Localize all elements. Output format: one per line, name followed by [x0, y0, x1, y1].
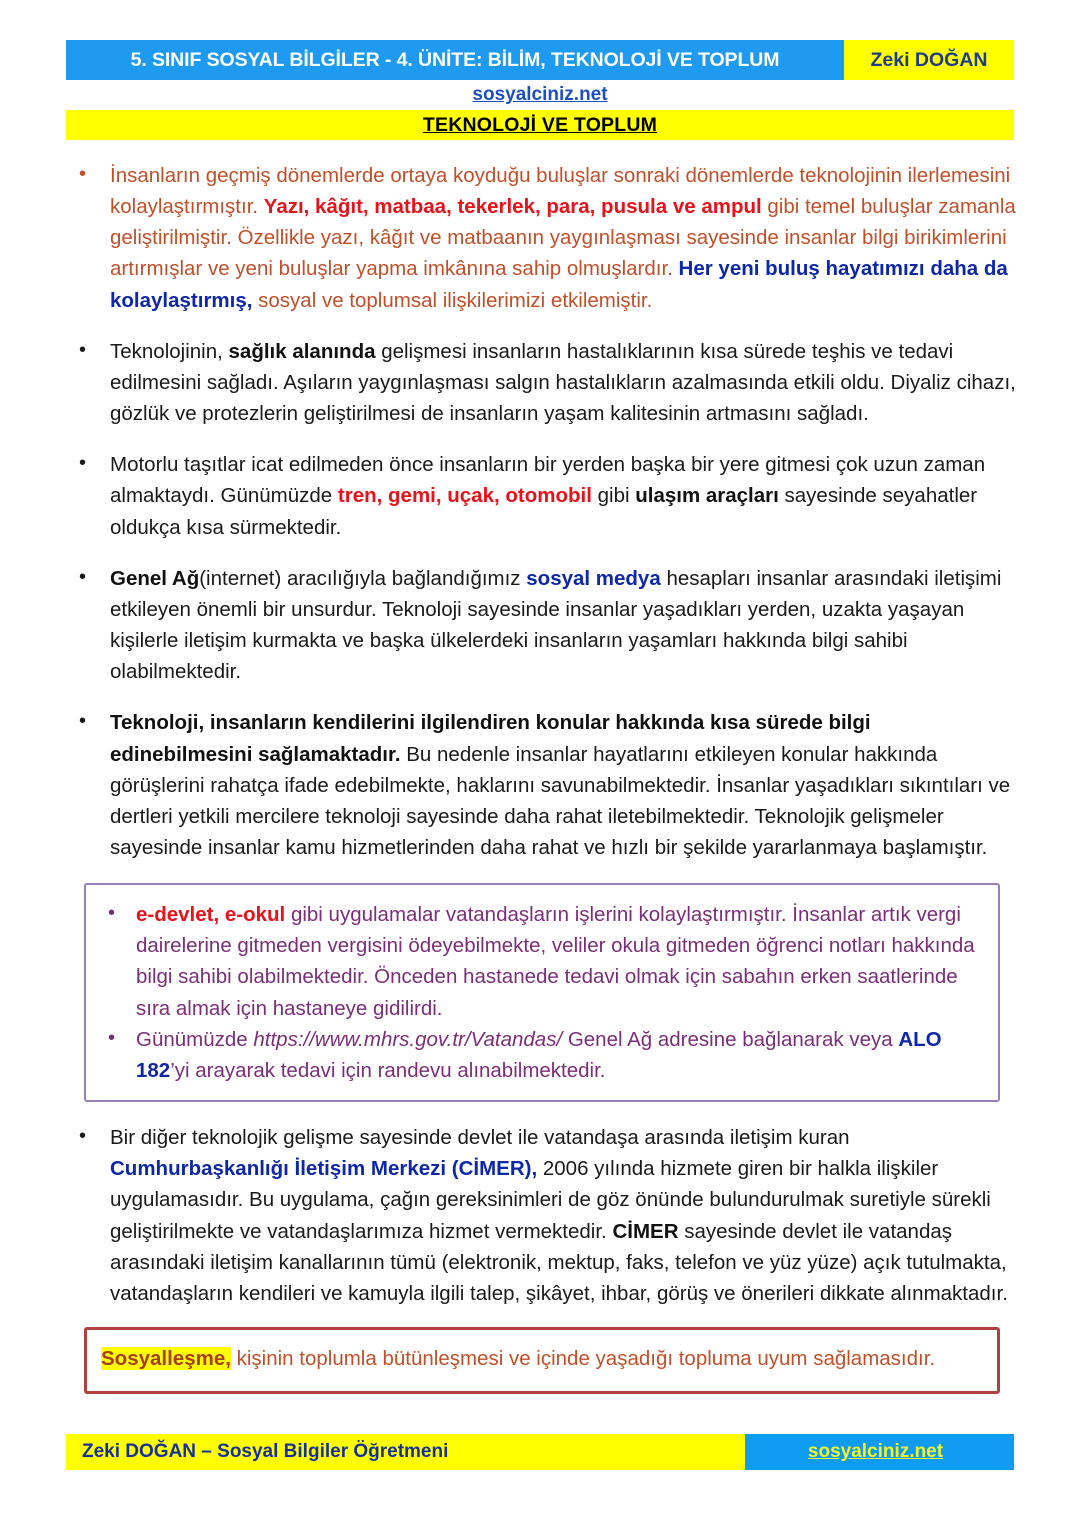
footer-author: Zeki DOĞAN – Sosyal Bilgiler Öğretmeni [66, 1434, 745, 1470]
emphasis-run: sağlık alanında [228, 339, 376, 363]
site-link-top[interactable]: sosyalciniz.net [472, 84, 608, 105]
text-run: Teknolojinin, [110, 339, 229, 363]
text-run: İnsanların geçmiş dönemlerde ortaya koyduğu buluşlar sonraki dönemlerde teknolojinin ilerlemesini kolaylaştırmıştır. [110, 164, 1011, 219]
emphasis-run: ALO 182 [136, 1027, 942, 1082]
emphasis-run: ulaşım araçları [635, 484, 779, 508]
sosyallesme-definition-box [84, 1327, 1000, 1394]
text-run: gibi uygulamalar vatandaşların işlerini kolaylaştırmıştır. İnsanlar artık vergi dairelerine gitmeden vergisini ödeyebilmekte, veliler okula gitmeden öğrenci notları hakkında bilgi sahibi olabilmektedir. Önceden hastanede tedavi olmak için sabahın erken saatlerinde sıra almak için hastaneye gidilirdi. [136, 903, 975, 1020]
page-title: TEKNOLOJİ VE TOPLUM [422, 113, 658, 136]
emphasis-run: Her yeni buluş hayatımızı daha da kolaylaştırmış, [110, 257, 1008, 312]
emphasis-run: Genel Ağ [110, 566, 200, 590]
text-run: hesapları insanlar arasındaki iletişimi etkileyen önemli bir unsurdur. Teknoloji sayesinde insanlar yaşadıkları yerden, uzakta yaşayan kişilerle iletişim kurmakta ve başka ülkelerdeki insanların yaşamları hakkında bilgi sahibi olabilmektedir. [110, 566, 1002, 684]
page-header [66, 40, 1014, 80]
text-run: sayesinde seyahatler oldukça kısa sürmektedir. [110, 484, 978, 539]
emphasis-run: Yazı, kâğıt, matbaa, tekerlek, para, pusula ve ampul [263, 195, 762, 219]
emphasis-run: tren, gemi, uçak, otomobil [337, 484, 592, 508]
list-item [92, 899, 982, 1024]
footer-site-link[interactable]: sosyalciniz.net [807, 1441, 944, 1462]
header-author: Zeki DOĞAN [844, 40, 1014, 80]
text-run: Genel Ağ adresine bağlanarak veya [562, 1027, 899, 1051]
subtitle-band [66, 110, 1014, 140]
text-run: Bu nedenle insanlar hayatlarını etkileyen konular hakkında görüşlerini rahatça ifade edebilmekte, haklarını savunabilmektedir. İnsanlar yaşadıkları sıkıntıları ve dertleri yetkili mercilere teknoloji sayesinde daha rahat iletebilmektedir. Teknolojik gelişmeler sayesinde insanlar kamu hizmetlerinden daha rahat ve hızlı bir şekilde yararlanmaya başlamıştır. [110, 742, 1011, 859]
list-item [66, 563, 1018, 688]
emphasis-run: CİMER [612, 1219, 679, 1243]
text-run: sosyal ve toplumsal ilişkilerimizi etkilemiştir. [252, 288, 653, 312]
text-run: gibi temel buluşlar zamanla geliştirilmiştir. Özellikle yazı, kâğıt ve matbaanın yaygınlaşması sayesinde insanlar bilgi birikimlerini artırmışlar ve yeni buluşlar yapma imkânına sahip olmuşlardır. [110, 195, 1016, 281]
text-run: sayesinde devlet ile vatandaş arasındaki iletişim kanallarının tümü (elektronik, mektup, faks, telefon ve yüz yüze) açık tutulmakta, vatandaşların kendileri ve kamuyla ilgili talep, şikâyet, ihbar, görüş ve önerileri dikkate alınmaktadır. [110, 1219, 1008, 1305]
emphasis-run: Teknoloji, insanların kendilerini ilgilendiren konular hakkında kısa sürede bilgi edinebilmesini sağlamaktadır. [110, 711, 871, 766]
list-item [66, 449, 1018, 542]
highlighted-term: Sosyalleşme, [101, 1347, 231, 1370]
footer-site-link-container[interactable] [745, 1434, 1014, 1470]
list-item [66, 336, 1018, 429]
page-footer [66, 1434, 1014, 1470]
bullet-list [66, 160, 1018, 863]
e-devlet-callout-box [84, 883, 1000, 1102]
header-title: 5. SINIF SOSYAL BİLGİLER - 4. ÜNİTE: BİLİM, TEKNOLOJİ VE TOPLUM [66, 40, 844, 80]
bullet-list-continued [66, 1122, 1018, 1309]
text-run: 2006 yılında hizmete giren bir halkla ilişkiler uygulamasıdır. Bu uygulama, çağın gereksinimleri de göz önünde bulundurulmak suretiyle sürekli geliştirilmekte ve vatandaşlarımıza hizmet vermektedir. [110, 1157, 991, 1243]
list-item [66, 707, 1018, 863]
list-item [66, 160, 1018, 316]
text-run: Bir diğer teknolojik gelişme sayesinde devlet ile vatandaşa arasında iletişim kuran [110, 1126, 850, 1150]
text-run: (internet) aracılığıyla bağlandığımız [199, 566, 527, 590]
emphasis-run: Cumhurbaşkanlığı İletişim Merkezi (CİMER), [110, 1157, 538, 1181]
text-run: ’yi arayarak tedavi için randevu alınabilmektedir. [170, 1058, 606, 1082]
list-item [66, 1122, 1018, 1309]
document-body [66, 160, 1018, 1394]
emphasis-run: e-devlet, e-okul [136, 903, 286, 927]
list-item [92, 1024, 982, 1086]
text-run: Motorlu taşıtlar icat edilmeden önce insanların bir yerden başka bir yere gitmesi çok uzun zaman almaktaydı. Günümüzde [110, 453, 986, 508]
callout-list [92, 899, 982, 1086]
text-run: gibi [591, 484, 636, 508]
emphasis-run: sosyal medya [526, 566, 661, 590]
mhrs-url[interactable]: https://www.mhrs.gov.tr/Vatandas/ [253, 1027, 563, 1051]
text-run: gelişmesi insanların hastalıklarının kısa sürede teşhis ve tedavi edilmesini sağladı. Aşıların yaygınlaşması salgın hastalıkların azalmasında etkili oldu. Diyaliz cihazı, gözlük ve protezlerin geliştirilmesi de insanların yaşam kalitesinin artmasını sağladı. [110, 339, 1016, 426]
definition-text: kişinin toplumla bütünleşmesi ve içinde yaşadığı topluma uyum sağlamasıdır. [230, 1347, 936, 1370]
text-run: Günümüzde [136, 1027, 254, 1051]
